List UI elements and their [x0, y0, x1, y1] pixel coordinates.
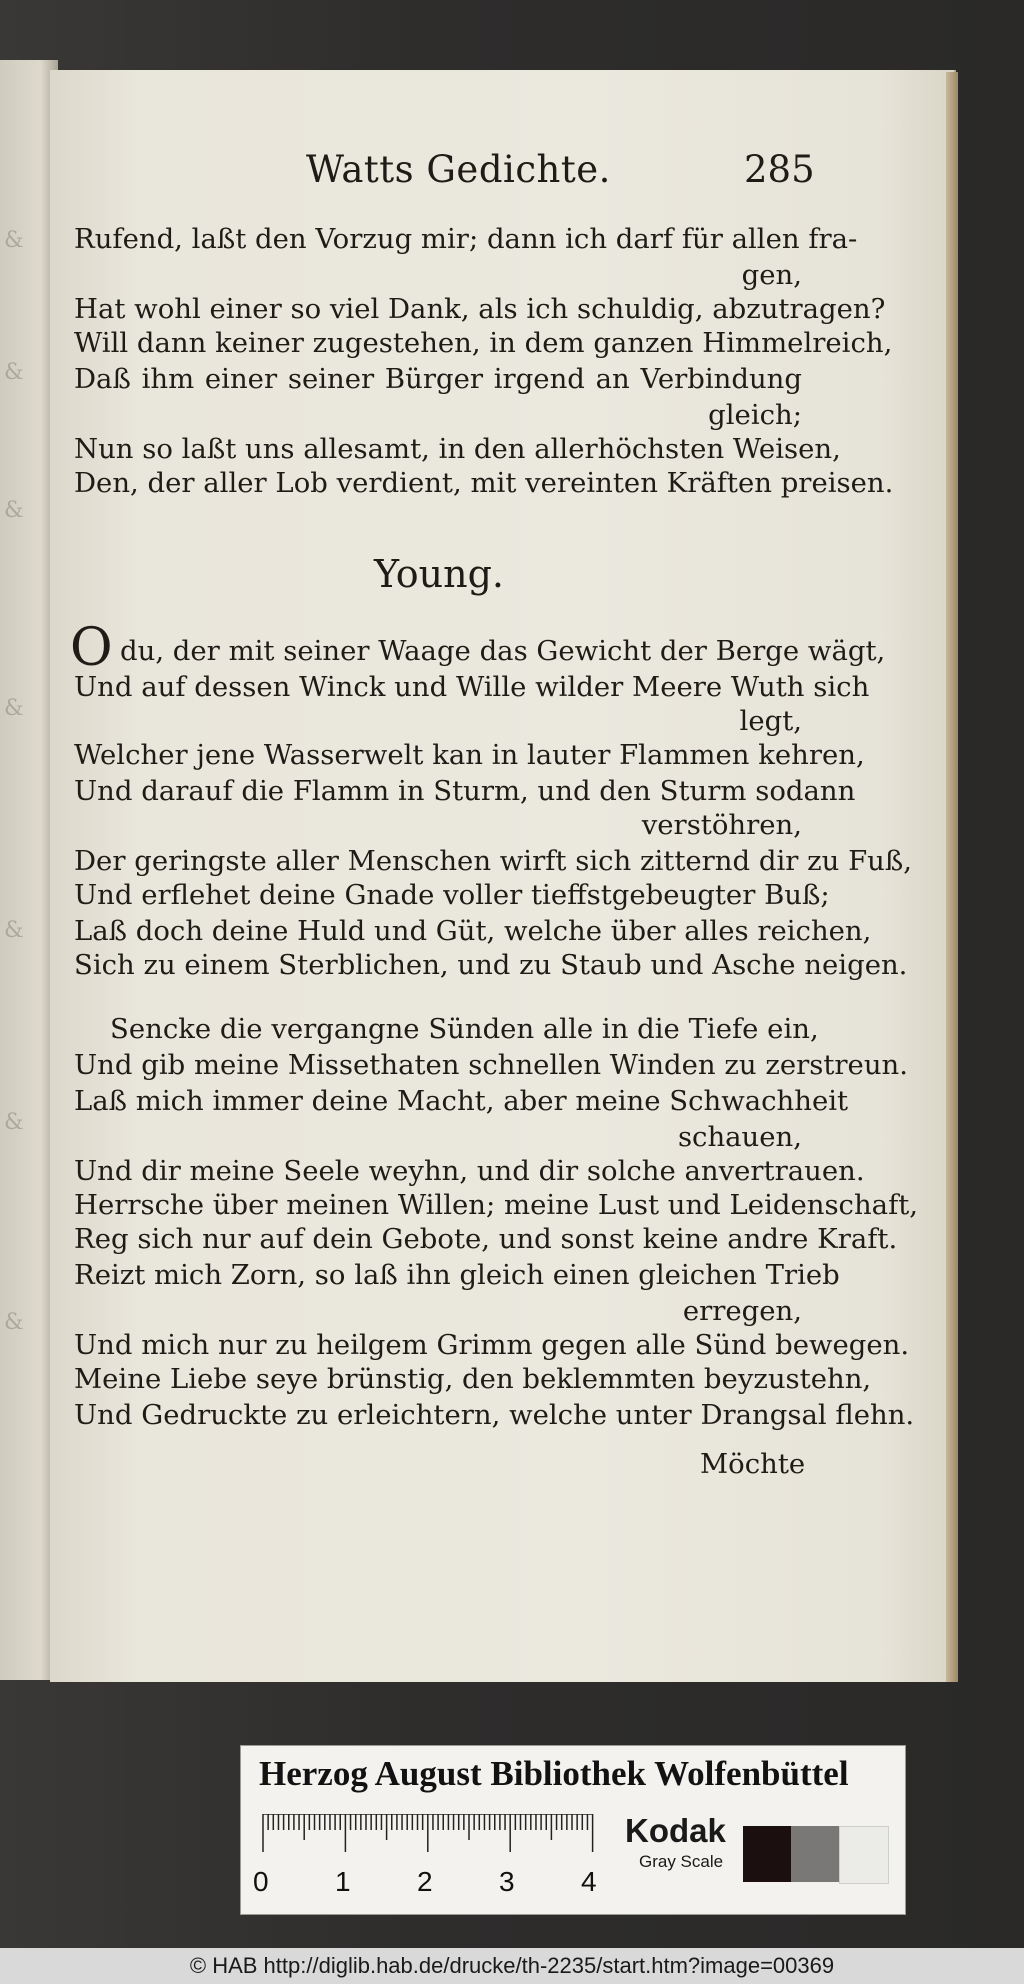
verse-line: Der geringste aller Menschen wirft sich zitternd dir zu Fuß, [74, 845, 912, 877]
verse-line: Und darauf die Flamm in Sturm, und den Sturm sodann [74, 775, 856, 807]
running-head: Watts Gedichte. [306, 148, 611, 191]
verse-line: Hat wohl einer so viel Dank, als ich schuldig, abzutragen? [74, 293, 886, 325]
verse-line: Laß mich immer deine Macht, aber meine Schwachheit [74, 1085, 849, 1117]
verse-line: Rufend, laßt den Vorzug mir; dann ich darf für allen fra- [74, 223, 858, 255]
verse-line: Und Gedruckte zu erleichtern, welche unter Drangsal flehn. [74, 1399, 915, 1431]
verse-line: du, der mit seiner Waage das Gewicht der Berge wägt, [120, 635, 886, 667]
kodak-logo: Kodak [625, 1812, 726, 1849]
section-title: Young. [374, 552, 505, 596]
verse-line: Will dann keiner zugestehen, in dem ganzen Himmelreich, [74, 327, 893, 359]
ruler-tick-label: 0 [253, 1866, 269, 1897]
verse-line: Nun so laßt uns allesamt, in den allerhöchsten Weisen, [74, 433, 841, 465]
verse-line: Welcher jene Wasserwelt kan in lauter Flammen kehren, [74, 739, 865, 771]
verse-line: Sich zu einem Sterblichen, und zu Staub und Asche neigen. [74, 949, 908, 981]
left-page-edge: & & & & & & & [0, 60, 58, 1680]
page-number: 285 [744, 148, 815, 191]
verse-line: Herrsche über meinen Willen; meine Lust und Leidenschaft, [74, 1189, 919, 1221]
verse-line: Reg sich nur auf dein Gebote, und sonst keine andre Kraft. [74, 1223, 898, 1255]
gray-patch-light [839, 1826, 889, 1884]
ruler-tick-label: 4 [581, 1866, 597, 1897]
verse-line: Und gib meine Missethaten schnellen Winden zu zerstreun. [74, 1049, 908, 1081]
verse-line: legt, [739, 705, 802, 737]
verse-line: verstöhren, [641, 809, 802, 841]
verse-line: Daß ihm einer seiner Bürger irgend an Verbindung [74, 363, 802, 395]
page-edge [946, 72, 958, 1682]
gray-scale-label: Gray Scale [639, 1852, 724, 1871]
verse-line: Und erflehet deine Gnade voller tieffstgebeugter Buß; [74, 879, 830, 911]
verse-line: Den, der aller Lob verdient, mit vereinten Kräften preisen. [74, 467, 894, 499]
gray-patch-mid [791, 1826, 839, 1882]
verse-line: Sencke die vergangne Sünden alle in die Tiefe ein, [110, 1013, 819, 1045]
verse-line: Reizt mich Zorn, so laß ihn gleich einen gleichen Trieb [74, 1259, 840, 1291]
verse-line: erregen, [682, 1295, 802, 1327]
ruler-tick-label: 2 [417, 1866, 433, 1897]
verse-line: Und auf dessen Winck und Wille wilder Meere Wuth sich [74, 671, 870, 703]
verse-line: Laß doch deine Huld und Güt, welche über alles reichen, [74, 915, 872, 947]
color-target [240, 1745, 906, 1915]
verse-line: schauen, [677, 1121, 802, 1153]
library-name: Herzog August Bibliothek Wolfenbüttel [259, 1754, 849, 1793]
verse-line: Meine Liebe seye brünstig, den beklemmten beyzustehn, [74, 1363, 872, 1395]
catchword: Möchte [700, 1448, 806, 1480]
verse-line: Und dir meine Seele weyhn, und dir solche anvertrauen. [74, 1155, 865, 1187]
verse-line: gen, [741, 259, 802, 291]
drop-cap: O [70, 618, 113, 678]
ruler-tick-label: 3 [499, 1866, 515, 1897]
verse-line: Und mich nur zu heilgem Grimm gegen alle Sünd bewegen. [74, 1329, 910, 1361]
gray-patch-dark [743, 1826, 791, 1882]
footer-credit: © HAB http://diglib.hab.de/drucke/th-2235/start.htm?image=00369 [0, 1948, 1024, 1984]
ruler-tick-label: 1 [335, 1866, 351, 1897]
verse-line: gleich; [708, 399, 802, 431]
